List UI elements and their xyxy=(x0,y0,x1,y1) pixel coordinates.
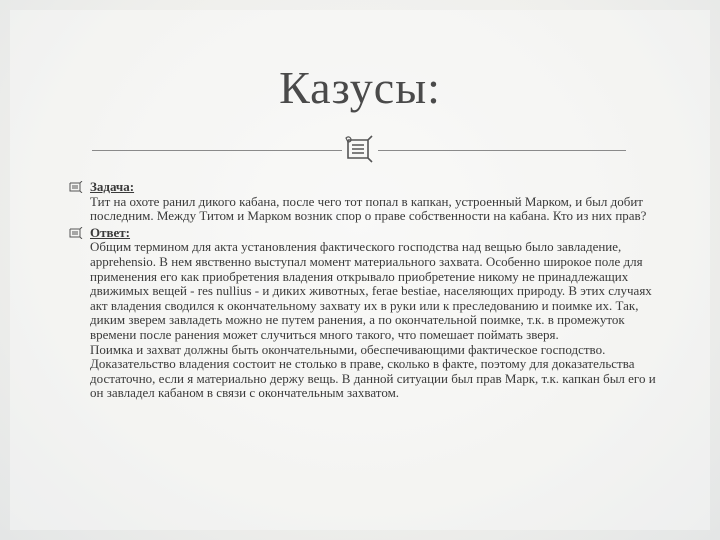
scroll-bullet-icon xyxy=(68,227,84,239)
scroll-bullet-icon xyxy=(68,181,84,193)
bullet-item-task xyxy=(68,180,668,195)
answer-heading: Ответ: xyxy=(90,224,131,240)
title-rule-right xyxy=(378,150,626,151)
answer-paragraph-2: Поимка и захват должны быть окончательными, обеспечивающими фактическое господство. Доказательство владения состоит не столько в праве, сколько в факте, поэтому для доказательства достаточно, если я материально держу вещь. В данной ситуации был прав Марк, т.к. капкан был его и он завладел кабаном в связи с окончательным захватом. xyxy=(90,341,656,401)
task-heading: Задача: xyxy=(90,179,135,194)
task-text: Тит на охоте ранил дикого кабана, после чего тот попал в капкан, устроенный Марком, и был добит последним. Между Титом и Марком возник спор о праве собственности на кабана. Кто из них прав? xyxy=(90,193,647,224)
scroll-ornament-icon xyxy=(344,134,376,164)
answer-paragraph-1: Общим термином для акта установления фактического господства над вещью было завладение, apprehensio. В нем явственно выступал момент материального захвата. Особенно широкое поле для применения его как приобретения владения открывало приобретение никому не принадлежащих движимых вещей - res nullius - и диких животных, ferae bestiae, населяющих природу. В этих случаях акт владения сводился к окончательному захвату их в руки или к преследованию и поимке их. Так, диким зверем завладеть можно не путем ранения, а по окончательной поимке, т.к. в промежуток времени после ранения может случиться много такого, что помешает поймать зверя. xyxy=(90,239,652,342)
slide-content xyxy=(68,180,668,401)
slide-title: Казусы: xyxy=(279,62,441,113)
title-rule-left xyxy=(92,150,342,151)
bullet-item-answer xyxy=(68,226,668,241)
